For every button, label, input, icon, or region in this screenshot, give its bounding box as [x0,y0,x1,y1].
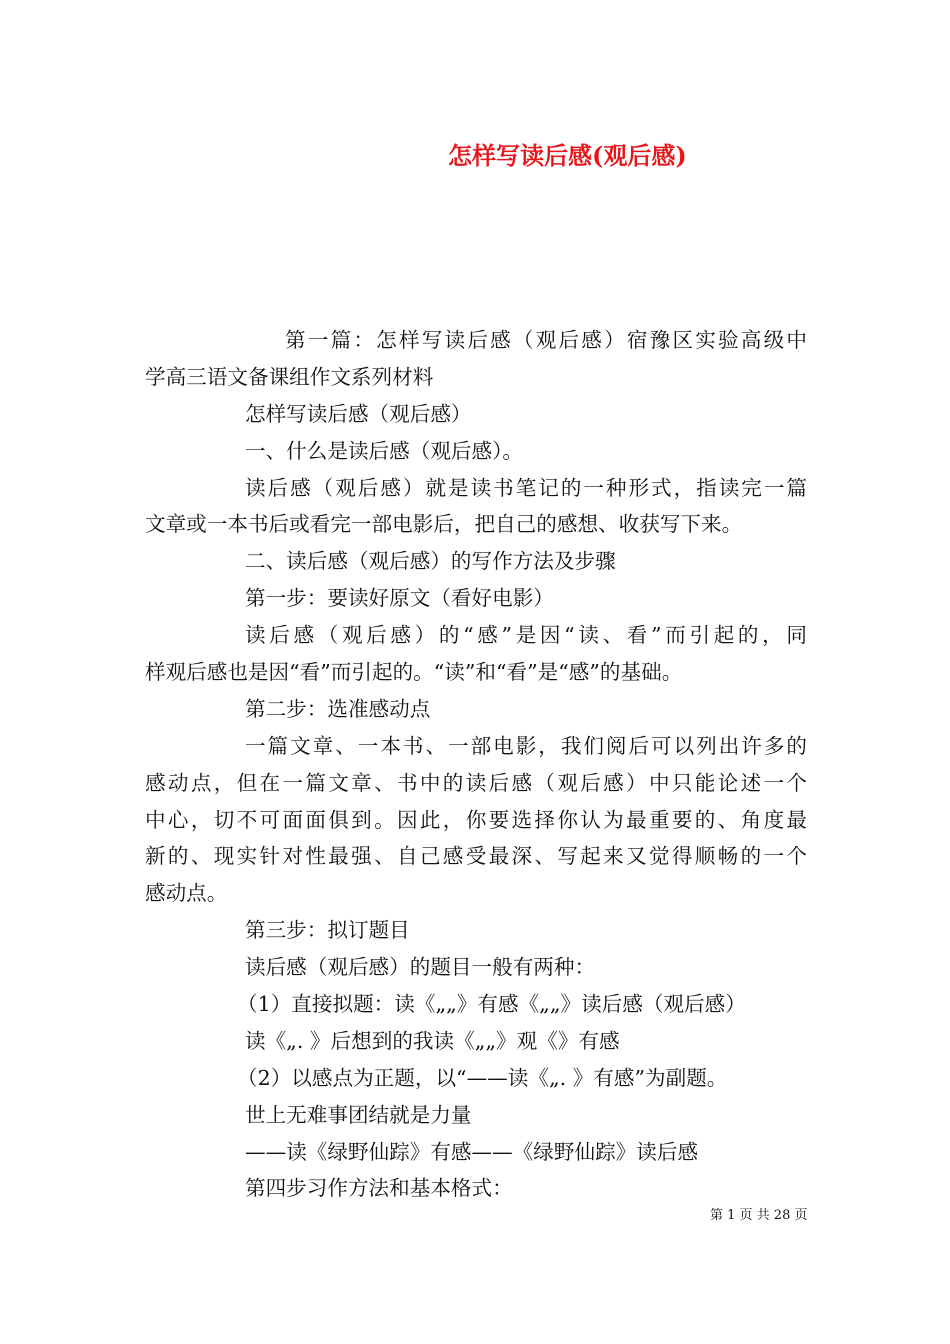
paragraph-line: 读后感（观后感）的“感”是因“读、看”而引起的，同 [245,623,807,648]
paragraph-line: 第三步：拟订题目 [245,918,410,943]
paragraph-line: 第一篇：怎样写读后感（观后感）宿豫区实验高级中 [285,328,807,352]
paragraph-line: 怎样写读后感（观后感） [245,401,472,426]
paragraph-line: 中心，切不可面面俱到。因此，你要选择你认为最重要的、角度最 [145,807,807,832]
paragraph-line: 读后感（观后感）的题目一般有两种： [245,955,596,980]
document-body [145,322,807,1207]
paragraph-line: 第一步：要读好原文（看好电影） [245,586,554,611]
paragraph-line: 感动点。 [145,881,228,906]
document-title: 怎样写读后感(观后感) [448,141,687,170]
paragraph-line: 样观后感也是因“看”而引起的。“读”和“看”是“感”的基础。 [145,660,683,685]
paragraph-line: ——读《绿野仙踪》有感——《绿野仙踪》读后感 [245,1139,699,1164]
paragraph-line: 一篇文章、一本书、一部电影，我们阅后可以列出许多的 [245,733,807,758]
paragraph-line: 二、读后感（观后感）的写作方法及步骤 [245,549,616,574]
paragraph-line: 第四步习作方法和基本格式： [245,1176,513,1201]
paragraph-line: 第二步：选准感动点 [245,696,431,721]
paragraph-line: 读后感（观后感）就是读书笔记的一种形式，指读完一篇 [245,475,807,500]
paragraph-line: 一、什么是读后感（观后感）。 [245,438,524,463]
paragraph-line: （2）以感点为正题，以“——读《„. 》有感”为副题。 [237,1065,728,1090]
paragraph-line: （1）直接拟题：读《„„》有感《„„》读后感（观后感） [237,992,746,1017]
paragraph-line: 文章或一本书后或看完一部电影后，把自己的感想、收获写下来。 [145,512,743,537]
paragraph-line: 世上无难事团结就是力量 [245,1102,472,1127]
page-number: 第 1 页 共 28 页 [710,1208,808,1223]
paragraph-line: 感动点，但在一篇文章、书中的读后感（观后感）中只能论述一个 [145,770,807,795]
paragraph-line: 读《„. 》后想到的我读《„„》观《》有感 [245,1028,620,1053]
paragraph-line: 学高三语文备课组作文系列材料 [145,364,434,389]
paragraph-line: 新的、现实针对性最强、自己感受最深、写起来又觉得顺畅的一个 [145,844,807,869]
